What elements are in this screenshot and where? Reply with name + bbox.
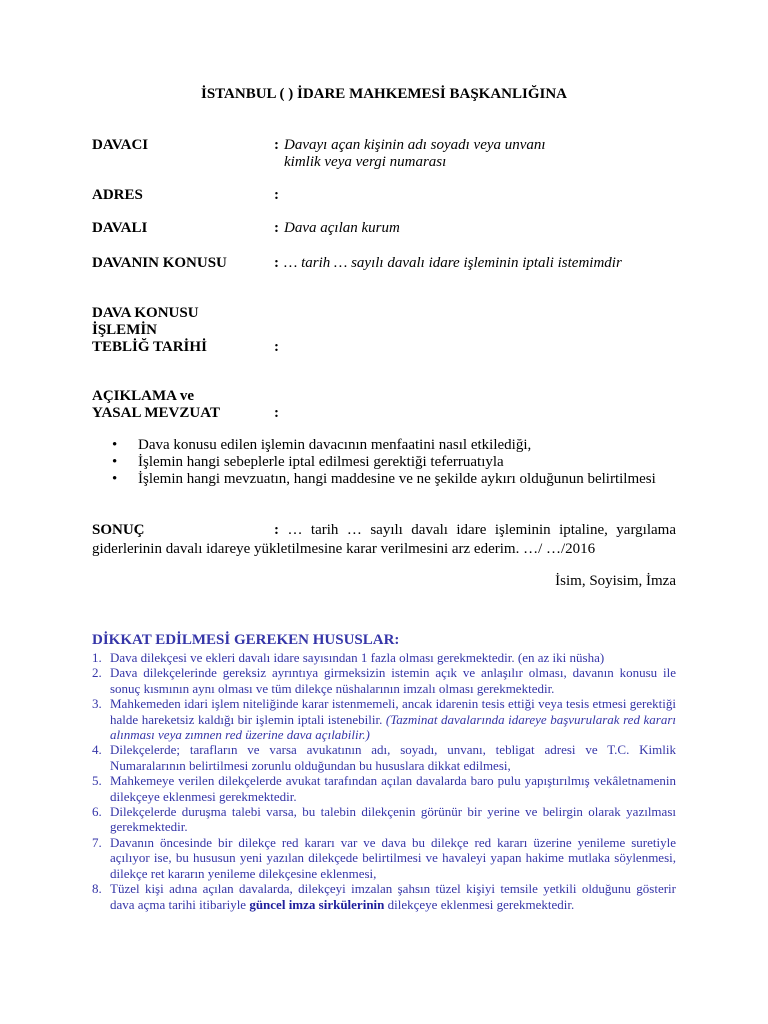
list-item [92,835,676,881]
note-text-before: Tüzel kişi adına açılan davalarda, dilekçeyi imzalan şahsın tüzel kişiyi temsile yetkili olduğunu gösterir dava açma tarihi itibariyle [110,881,676,912]
teblig-label-line3: TEBLİĞ TARİHİ [92,339,207,355]
note-number: 1. [92,650,102,665]
note-text: Davanın öncesinde bir dilekçe red kararı var ve dava bu dilekçe red kararı üzerine yenileme suretiyle açılıyor ise, bu hususun yeni yazılan dilekçede belirtilmesi ve havaleyi yapan hakime mutlaka söylenmesi, dilekçe ret kararın yenileme dilekçesine eklenmesi, [110,834,676,881]
note-number: 6. [92,804,102,820]
note-text: Mahkemeden idari işlem niteliğinde karar istenmemeli, ancak idarenin tesis ettiği veya tesis etmesi gerektiği halde hareketsiz kaldığı bir işlemin iptali istenebilir. [110,696,676,727]
davali-label: DAVALI [92,220,148,236]
notes-list [92,650,676,912]
teblig-label-line2: İŞLEMİN [92,322,158,338]
petition-title: İSTANBUL ( ) İDARE MAHKEMESİ BAŞKANLIĞINA [200,86,568,102]
note-text-after: dilekçeye eklenmesi gerekmektedir. [384,896,575,912]
davaci-value-line1: Davayı açan kişinin adı soyadı veya unvanı [284,137,546,153]
davaci-label: DAVACI [92,137,149,153]
note-number: 7. [92,834,102,850]
list-item [92,742,676,773]
note-italic-text: (Tazminat davalarında idareye başvurularak red kararı alınması veya zımnen red üzerine dava açılabilir.) [110,711,677,743]
note-number: 5. [92,773,102,789]
teblig-label-line1: DAVA KONUSU [92,305,199,321]
bullet-icon: • [112,471,118,487]
list-item [92,696,676,742]
davaci-colon: : [274,137,279,153]
list-item [112,471,682,488]
konu-label: DAVANIN KONUSU [92,255,227,271]
list-item [92,665,676,696]
bullet-text: İşlemin hangi sebeplerle iptal edilmesi gerektiği teferruatıyla [138,454,504,470]
konu-value: … tarih … sayılı davalı idare işleminin iptali istemimdir [284,255,622,271]
note-text: Dilekçelerde; tarafların ve varsa avukatının adı, soyadı, unvanı, tebligat adresi ve T.C. Kimlik Numaralarının belirtilmesi zorunlu olduğundan bu hususlara dikkat edilmesi, [110,742,676,773]
note-number: 3. [92,696,102,712]
bullet-text: İşlemin hangi mevzuatın, hangi maddesine ve ne şekilde aykırı olduğunun belirtilmesi [138,471,656,487]
aciklama-label-line1: AÇIKLAMA ve [92,388,195,404]
note-text: Dava dilekçesi ve ekleri davalı idare sayısından 1 fazla olması gerekmektedir. (en az iki nüsha) [110,650,605,665]
list-item [112,454,682,471]
aciklama-colon: : [274,405,279,421]
sonuc-colon: : [274,522,279,538]
list-item [92,881,676,912]
adres-label: ADRES [92,187,143,203]
signature-line: İsim, Soyisim, İmza [555,573,676,589]
sonuc-label: SONUÇ [92,522,145,538]
teblig-colon: : [274,339,279,355]
note-number: 8. [92,881,102,897]
bullet-icon: • [112,437,118,453]
sonuc-text: … tarih … sayılı davalı idare işleminin iptaline, yargılama giderlerinin davalı idareye yükletilmesine karar verilmesini arz ederim. …/ …/2016 [92,522,677,557]
note-text: Dilekçelerde duruşma talebi varsa, bu talebin dilekçenin görünür bir yerine ve belirgin olarak yazılması gerekmektedir. [110,804,676,835]
list-item [92,773,676,804]
list-item [112,437,682,454]
note-number: 4. [92,742,102,758]
davali-colon: : [274,220,279,236]
list-item [92,650,676,665]
bullet-icon: • [112,454,118,470]
note-number: 2. [92,665,102,681]
note-text: Dava dilekçelerinde gereksiz ayrıntıya girmeksizin istemin açık ve anlaşılır olması, davanın konusu ile sonuç kısmının aynı olması ve tüm dilekçe nüshalarının imzalı olması gerekmektedir. [110,665,676,696]
note-text: Mahkemeye verilen dilekçelerde avukat tarafından açılan davalarda baro pulu yapıştırılmış vekâletnamenin dilekçeye eklenmesi gerekmektedir. [110,773,676,804]
adres-colon: : [274,187,279,203]
konu-colon: : [274,255,279,271]
note-bold-text: güncel imza sirkülerinin [249,896,385,912]
sonuc-section [92,521,676,559]
list-item [92,804,676,835]
bullet-text: Dava konusu edilen işlemin davacının menfaatini nasıl etkilediği, [138,437,532,453]
davali-value: Dava açılan kurum [284,220,400,236]
aciklama-label-line2: YASAL MEVZUAT [92,405,220,421]
davaci-value-line2: kimlik veya vergi numarası [284,154,447,170]
explanation-bullet-list [112,437,682,488]
notes-title: DİKKAT EDİLMESİ GEREKEN HUSUSLAR: [92,632,400,648]
